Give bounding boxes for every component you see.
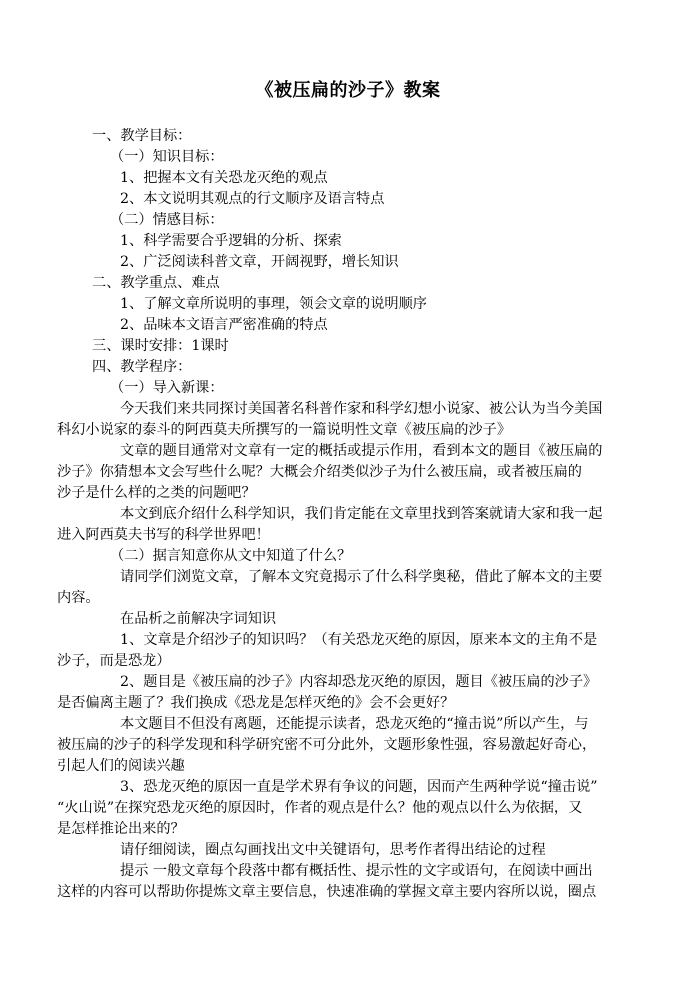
section-heading: 一、教学目标： xyxy=(92,128,192,144)
subsection-heading: （一）导入新课： xyxy=(110,380,224,396)
paragraph-line: 是否偏离主题了？我们换成《恐龙是怎样灭绝的》会不会更好？ xyxy=(57,695,455,711)
list-item: 1、了解文章所说明的事理，领会文章的说明顺序 xyxy=(120,296,427,312)
paragraph-line: 提示 一般文章每个段落中都有概括性、提示性的文字或语句，在阅读中画出 xyxy=(120,863,593,879)
paragraph-line: 沙子是什么样的之类的问题吧？ xyxy=(57,485,256,501)
list-item: 2、本文说明其观点的行文顺序及语言特点 xyxy=(120,191,385,207)
paragraph-line: 科幻小说家的泰斗的阿西莫夫所撰写的一篇说明性文章《被压扁的沙子》 xyxy=(57,422,512,438)
paragraph-line: 引起人们的阅读兴趣 xyxy=(57,758,185,774)
paragraph-line: 本文到底介绍什么科学知识，我们肯定能在文章里找到答案就请大家和我一起 xyxy=(120,506,603,522)
subsection-heading: （一）知识目标： xyxy=(110,149,224,165)
paragraph-line: 请同学们浏览文章，了解本文究竟揭示了什么科学奥秘，借此了解本文的主要 xyxy=(120,569,603,585)
paragraph-line: 沙子》你猜想本文会写些什么呢？大概会介绍类似沙子为什么被压扁，或者被压扁的 xyxy=(57,464,582,480)
paragraph-line: 今天我们来共同探讨美国著名科普作家和科学幻想小说家、被公认为当今美国 xyxy=(120,401,603,417)
list-item: 2、广泛阅读科普文章，开阔视野，增长知识 xyxy=(120,254,399,270)
paragraph-line: 在品析之前解决字词知识 xyxy=(120,611,277,627)
paragraph-line: 本文题目不但没有离题，还能提示读者，恐龙灭绝的“撞击说”所以产生，与 xyxy=(120,716,589,732)
list-item: 2、品味本文语言严密准确的特点 xyxy=(120,317,328,333)
paragraph-line: 2、题目是《被压扁的沙子》内容却恐龙灭绝的原因，题目《被压扁的沙子》 xyxy=(120,674,598,690)
paragraph-line: 文章的题目通常对文章有一定的概括或提示作用，看到本文的题目《被压扁的 xyxy=(120,443,603,459)
paragraph-line: 这样的内容可以帮助你提炼文章主要信息，快速准确的掌握文章主要内容所以说，圈点 xyxy=(57,884,597,900)
paragraph-line: 请仔细阅读，圈点勾画找出文中关键语句，思考作者得出结论的过程 xyxy=(120,842,546,858)
list-item: 1、科学需要合乎逻辑的分析、探索 xyxy=(120,233,342,249)
document-title: 《被压扁的沙子》教案 xyxy=(255,80,441,101)
paragraph-line: 进入阿西莫夫书写的科学世界吧！ xyxy=(57,527,270,543)
paragraph-line: 内容。 xyxy=(57,590,100,606)
subsection-heading: （二）情感目标： xyxy=(110,212,224,228)
paragraph-line: 沙子，而是恐龙） xyxy=(57,653,171,669)
section-heading: 三、课时安排：1课时 xyxy=(92,338,229,354)
paragraph-line: 3、恐龙灭绝的原因一直是学术界有争议的问题，因而产生两种学说“撞击说” xyxy=(120,779,598,795)
paragraph-line: 被压扁的沙子的科学发现和科学研究密不可分此外，文题形象性强，容易激起好奇心， xyxy=(57,737,597,753)
section-heading: 四、教学程序： xyxy=(92,359,192,375)
paragraph-line: “火山说”在探究恐龙灭绝的原因时，作者的观点是什么？他的观点以什么为依据，又 xyxy=(57,800,583,816)
section-heading: 二、教学重点、难点 xyxy=(92,275,220,291)
paragraph-line: 是怎样推论出来的？ xyxy=(57,821,185,837)
paragraph-line: 1、文章是介绍沙子的知识吗？（有关恐龙灭绝的原因，原来本文的主角不是 xyxy=(120,632,598,648)
subsection-heading: （二）据言知意你从文中知道了什么？ xyxy=(110,548,352,564)
list-item: 1、把握本文有关恐龙灭绝的观点 xyxy=(120,170,328,186)
